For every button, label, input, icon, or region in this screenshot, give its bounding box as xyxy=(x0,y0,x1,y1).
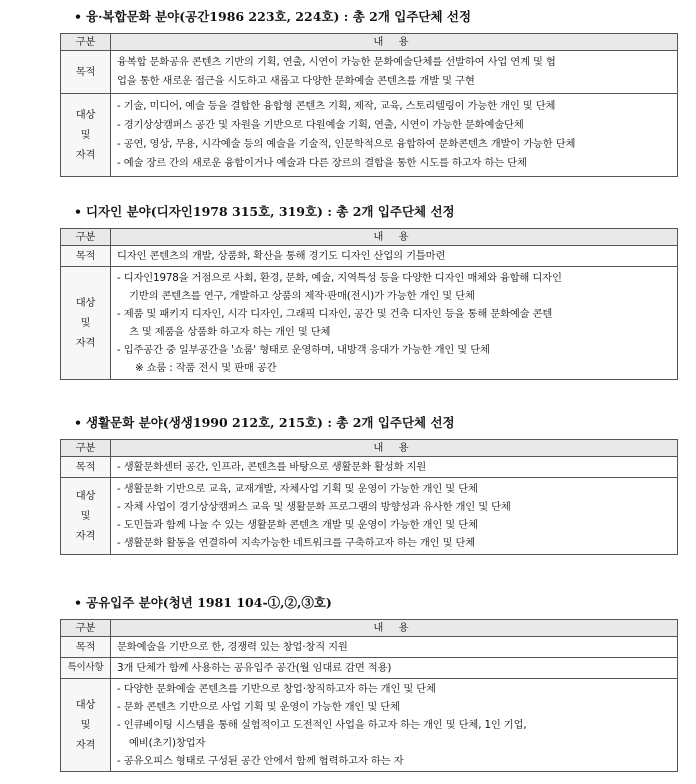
header-key: 구분 xyxy=(61,440,111,457)
table-row-eligibility xyxy=(61,478,678,555)
section-title: • 디자인 분야(디자인1978 315호, 319호) : 총 2개 입주단체 선정 xyxy=(74,204,455,219)
table-row-notes xyxy=(61,658,678,679)
row-key: 목적 xyxy=(61,51,111,94)
row-value: - 생활문화 기반으로 교육, 교재개발, 자체사업 기획 및 운영이 가능한 개인 및 단체 - 자체 사업이 경기상상캠퍼스 교육 및 생활문화 프로그램의 방향성과 유사한 개인 및 단체 - 도민들과 함께 나눌 수 있는 생활문화 콘텐츠 개발 및 운영이 가능한 개인 및 단체 - 생활문화 활동을 연결하여 지속가능한 네트워크를 구축하고자 하는 개인 및 단체 xyxy=(111,478,678,555)
row-value: 디자인 콘텐츠의 개발, 상품화, 확산을 통해 경기도 디자인 산업의 기틀마련 xyxy=(111,246,678,267)
row-key: 목적 xyxy=(61,457,111,478)
header-value: 내 용 xyxy=(111,34,678,51)
row-value: 3개 단체가 함께 사용하는 공유입주 공간(월 임대료 감면 적용) xyxy=(111,658,678,679)
header-value: 내 용 xyxy=(111,620,678,637)
row-key: 목적 xyxy=(61,637,111,658)
header-key: 구분 xyxy=(61,34,111,51)
header-value: 내 용 xyxy=(111,229,678,246)
table-row-purpose xyxy=(61,637,678,658)
row-key: 대상 및 자격 xyxy=(61,679,111,772)
row-value: - 기술, 미디어, 예술 등을 결합한 융합형 콘텐츠 기획, 제작, 교육, 스토리텔링이 가능한 개인 및 단체 - 경기상상캠퍼스 공간 및 자원을 기반으로 다원예술 기획, 연출, 시연이 가능한 문화예술단체 - 공연, 영상, 무용, 시각예술 등의 예술을 기술적, 인문학적으로 융합하여 문화콘텐츠 개발이 가능한 단체 - 예술 장르 간의 새로운 융합이거나 예술과 다른 장르의 결합을 통한 시도를 하고자 하는 단체 xyxy=(111,94,678,177)
info-table xyxy=(60,439,678,555)
bullet-icon: • xyxy=(74,595,82,610)
table-row-purpose xyxy=(61,51,678,94)
header-value: 내 용 xyxy=(111,440,678,457)
row-value: - 생활문화센터 공간, 인프라, 콘텐츠를 바탕으로 생활문화 활성화 지원 xyxy=(111,457,678,478)
section-convergence xyxy=(60,8,678,177)
section-title: • 생활문화 분야(생생1990 212호, 215호) : 총 2개 입주단체 선정 xyxy=(74,415,455,430)
table-row-purpose xyxy=(61,457,678,478)
row-key: 대상 및 자격 xyxy=(61,478,111,555)
row-key: 대상 및 자격 xyxy=(61,267,111,380)
table-row-eligibility xyxy=(61,267,678,380)
section-design xyxy=(60,203,678,380)
table-header-row xyxy=(61,229,678,246)
table-header-row xyxy=(61,34,678,51)
section-living-culture xyxy=(60,414,678,555)
row-value: - 다양한 문화예술 콘텐츠를 기반으로 창업·창직하고자 하는 개인 및 단체 - 문화 콘텐츠 기반으로 사업 기획 및 운영이 가능한 개인 및 단체 - 인큐베이팅 시스템을 통해 실험적이고 도전적인 사업을 하고자 하는 개인 및 단체, 1인 기업, 예비(초기)창업자 - 공유오피스 형태로 구성된 공간 안에서 함께 협력하고자 하는 자 xyxy=(111,679,678,772)
section-title: • 융·복합문화 분야(공간1986 223호, 224호) : 총 2개 입주단체 선정 xyxy=(74,9,472,24)
row-value: 문화예술을 기반으로 한, 경쟁력 있는 창업·창직 지원 xyxy=(111,637,678,658)
table-row-eligibility xyxy=(61,679,678,772)
bullet-icon: • xyxy=(74,204,82,219)
row-value: - 디자인1978을 거점으로 사회, 환경, 문화, 예술, 지역특성 등을 다양한 디자인 매체와 융합해 디자인 기반의 콘텐츠를 연구, 개발하고 상품의 제작·판매(전시)가 가능한 개인 및 단체 - 제품 및 패키지 디자인, 시각 디자인, 그래픽 디자인, 공간 및 건축 디자인 등을 통해 문화예술 콘텐 츠 및 제품을 상품화 하고자 하는 개인 및 단체 - 입주공간 중 일부공간을 '쇼룸' 형태로 운영하며, 내방객 응대가 가능한 개인 및 단체 ※ 쇼룸 : 작품 전시 및 판매 공간 xyxy=(111,267,678,380)
info-table xyxy=(60,619,678,772)
header-key: 구분 xyxy=(61,620,111,637)
table-header-row xyxy=(61,620,678,637)
row-key: 특이사항 xyxy=(61,658,111,679)
row-value: 융복합 문화공유 콘텐츠 기반의 기획, 연출, 시연이 가능한 문화예술단체를 선발하여 사업 연계 및 협 업을 통한 새로운 접근을 시도하고 새롭고 다양한 문화예술 콘텐츠를 개발 및 구현 xyxy=(111,51,678,94)
bullet-icon: • xyxy=(74,9,82,24)
table-header-row xyxy=(61,440,678,457)
info-table xyxy=(60,228,678,380)
table-row-eligibility xyxy=(61,94,678,177)
table-row-purpose xyxy=(61,246,678,267)
info-table xyxy=(60,33,678,177)
row-key: 대상 및 자격 xyxy=(61,94,111,177)
section-title: • 공유입주 분야(청년 1981 104-①,②,③호) xyxy=(74,595,332,610)
section-shared-tenancy xyxy=(60,594,678,772)
bullet-icon: • xyxy=(74,415,82,430)
row-key: 목적 xyxy=(61,246,111,267)
header-key: 구분 xyxy=(61,229,111,246)
